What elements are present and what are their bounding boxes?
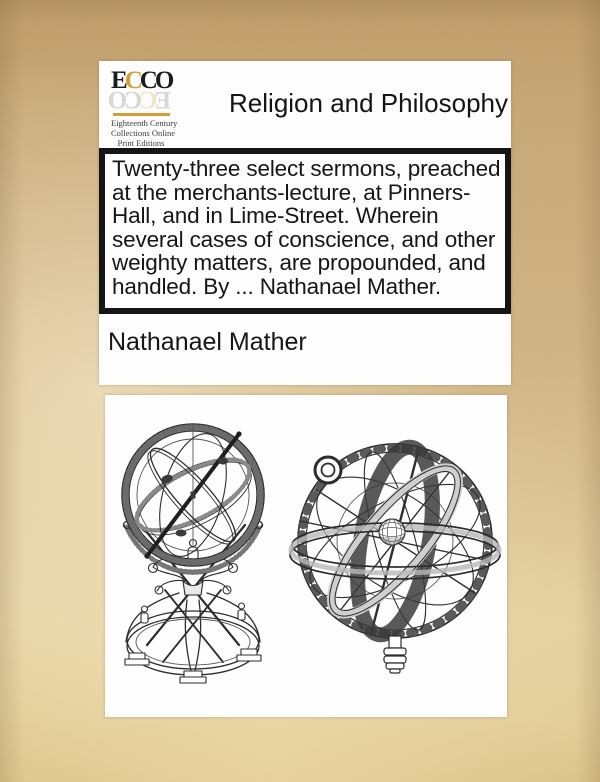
logo-subtitle-line: Eighteenth Century bbox=[111, 118, 178, 128]
ecco-wordmark-reflection bbox=[111, 87, 171, 112]
ecco-letter-gold: C bbox=[142, 86, 158, 113]
ecco-letter: O bbox=[110, 86, 128, 113]
ecco-logo bbox=[110, 67, 178, 148]
title-line: weighty matters, are propounded, and bbox=[112, 250, 486, 275]
illustration-panel bbox=[105, 395, 507, 717]
ecco-letter: C bbox=[127, 86, 143, 113]
left-armillary-sphere bbox=[122, 424, 264, 683]
title-line: handled. By ... Nathanael Mather. bbox=[112, 273, 442, 299]
ecco-letter: O bbox=[154, 67, 172, 94]
armillary-spheres-engraving bbox=[105, 395, 507, 717]
title-line: Twenty-three select sermons, preached bbox=[112, 156, 501, 181]
right-armillary-sphere bbox=[290, 442, 500, 673]
title-box bbox=[99, 148, 511, 314]
title-line: Hall, and in Lime-Street. Wherein bbox=[112, 203, 439, 228]
logo-subtitle-line: Print Editions bbox=[117, 137, 165, 148]
logo-subtitle-line: Collections Online bbox=[111, 127, 175, 138]
category-title: Religion and Philosophy bbox=[229, 88, 508, 118]
title-line: several cases of conscience, and other bbox=[112, 226, 496, 252]
gold-rule bbox=[113, 113, 170, 116]
ecco-letter: E bbox=[111, 67, 125, 94]
ecco-letter-gold: C bbox=[124, 67, 140, 94]
ecco-letter: E bbox=[157, 86, 171, 113]
title-line: at the merchants-lecture, at Pinners- bbox=[112, 179, 471, 205]
author-name: Nathanael Mather bbox=[108, 328, 307, 356]
info-panel bbox=[99, 61, 511, 385]
ecco-letter: C bbox=[139, 67, 155, 94]
